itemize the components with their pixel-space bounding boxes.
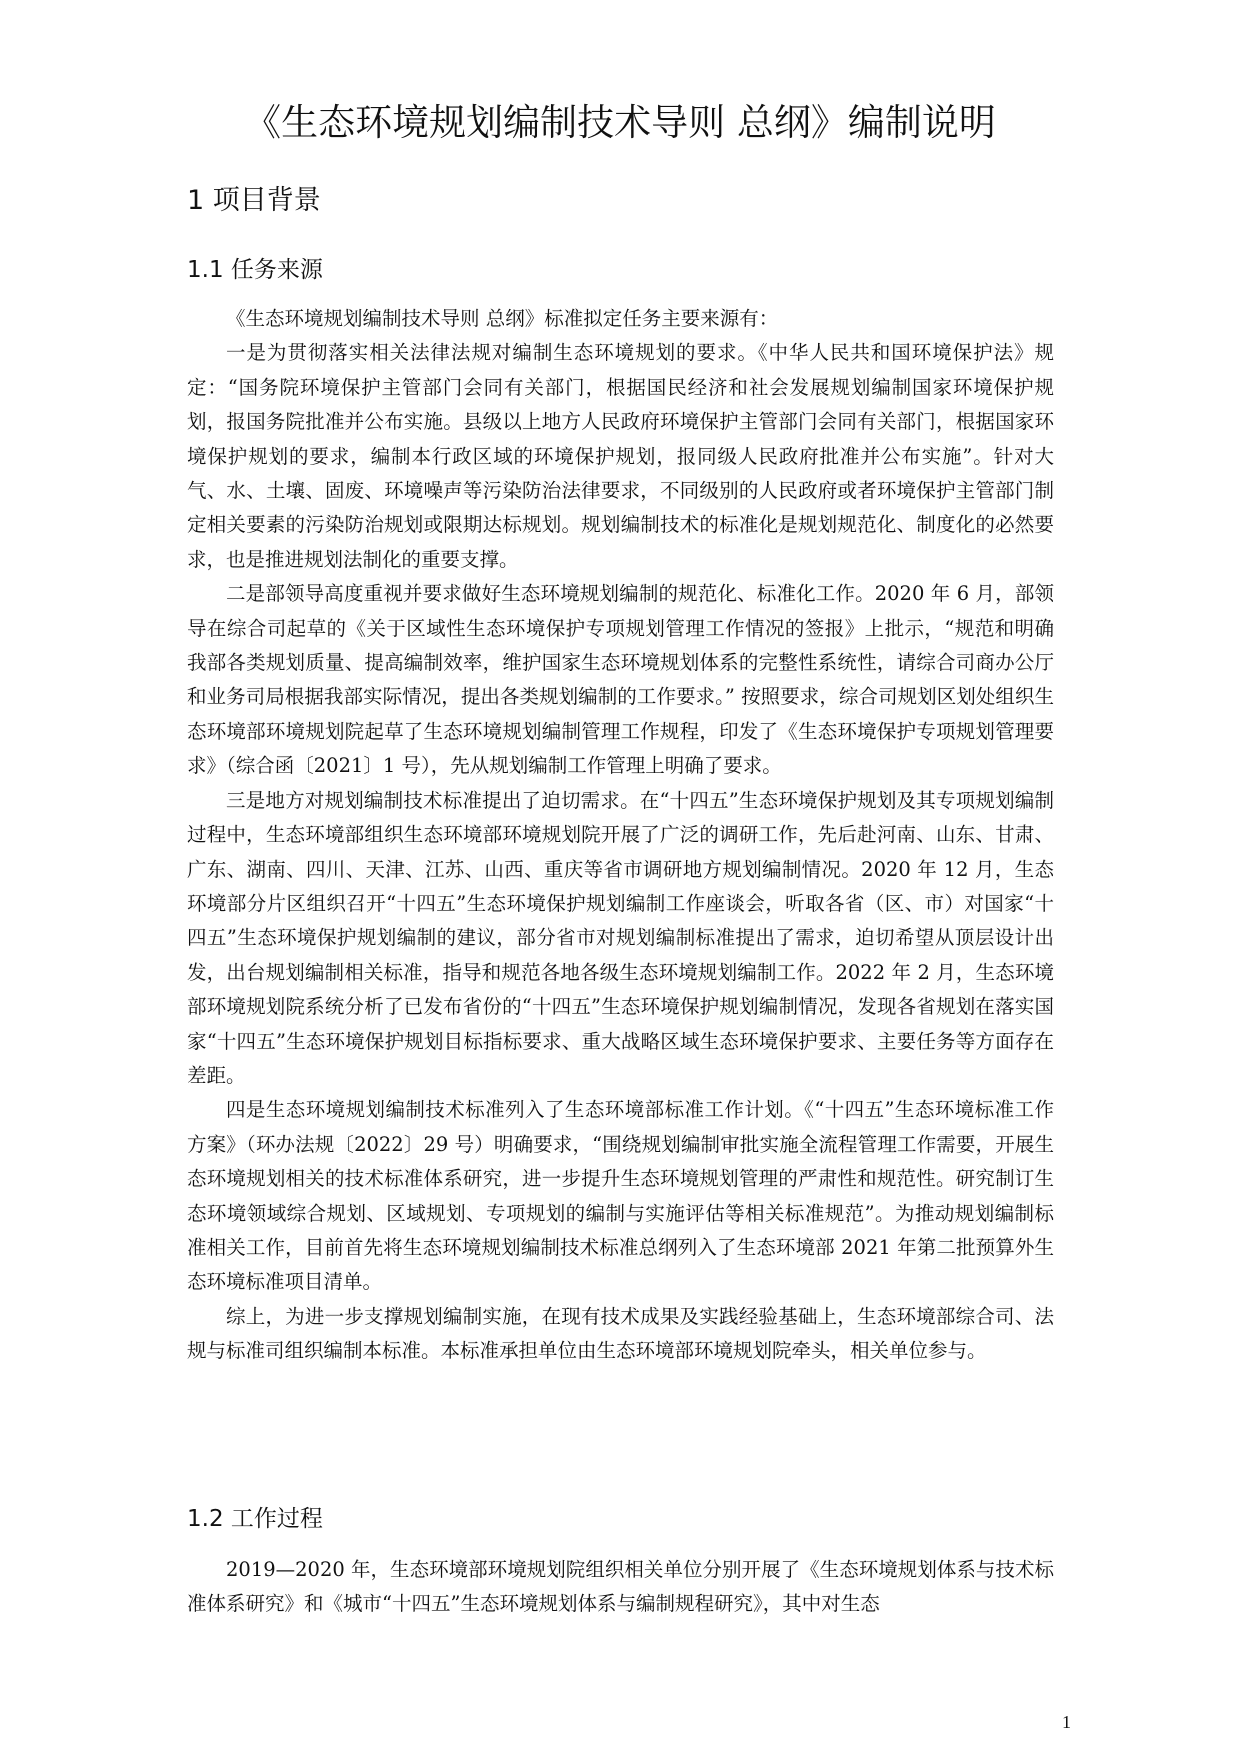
paragraph: 2019—2020 年，生态环境部环境规划院组织相关单位分别开展了《生态环境规划体系与技术标准体系研究》和《城市“十四五”生态环境规划体系与编制规程研究》，其中对生态 xyxy=(187,1558,1054,1616)
section-1-1-body xyxy=(187,302,1054,1369)
paragraph: 三是地方对规划编制技术标准提出了迫切需求。在“十四五”生态环境保护规划及其专项规划编制过程中，生态环境部组织生态环境部环境规划院开展了广泛的调研工作，先后赴河南、山东、甘肃、广东、湖南、四川、天津、江苏、山西、重庆等省市调研地方规划编制情况。2020 年 12 月，生态环境部分片区组织召开“十四五”生态环境保护规划编制工作座谈会，听取各省（区、市）对国家“十四五”生态环境保护规划编制的建议，部分省市对规划编制标准提出了需求，迫切希望从顶层设计出发，出台规划编制相关标准，指导和规范各地各级生态环境规划编制工作。2022 年 2 月，生态环境部环境规划院系统分析了已发布省份的“十四五”生态环境保护规划编制情况，发现各省规划在落实国家“十四五”生态环境保护规划目标指标要求、重大战略区域生态环境保护要求、主要任务等方面存在差距。 xyxy=(187,788,1054,1087)
section-heading-1: 1 项目背景 xyxy=(187,185,321,216)
paragraph: 《生态环境规划编制技术导则 总纲》标准拟定任务主要来源有： xyxy=(226,307,779,330)
section-1-2-body xyxy=(187,1553,1054,1622)
paragraph: 二是部领导高度重视并要求做好生态环境规划编制的规范化、标准化工作。2020 年 6 月，部领导在综合司起草的《关于区域性生态环境保护专项规划管理工作情况的签报》上批示，“规范和明确我部各类规划质量、提高编制效率，维护国家生态环境规划体系的完整性系统性，请综合司商办公厅和业务司局根据我部实际情况，提出各类规划编制的工作要求。” 按照要求，综合司规划区划处组织生态环境部环境规划院起草了生态环境规划编制管理工作规程，印发了《生态环境保护专项规划管理要求》（综合函〔2021〕1 号），先从规划编制工作管理上明确了要求。 xyxy=(187,582,1054,778)
section-heading-1-1: 1.1 任务来源 xyxy=(187,257,323,283)
paragraph: 综上，为进一步支撑规划编制实施，在现有技术成果及实践经验基础上，生态环境部综合司、法规与标准司组织编制本标准。本标准承担单位由生态环境部环境规划院牵头，相关单位参与。 xyxy=(187,1304,1054,1363)
page-number: 1 xyxy=(1062,1712,1071,1732)
document-title: 《生态环境规划编制技术导则 总纲》编制说明 xyxy=(244,101,996,144)
paragraph: 一是为贯彻落实相关法律法规对编制生态环境规划的要求。《中华人民共和国环境保护法》规定：“国务院环境保护主管部门会同有关部门，根据国民经济和社会发展规划编制国家环境保护规划，报国务院批准并公布实施。县级以上地方人民政府环境保护主管部门会同有关部门，根据国家环境保护规划的要求，编制本行政区域的环境保护规划，报同级人民政府批准并公布实施”。针对大气、水、土壤、固废、环境噪声等污染防治法律要求，不同级别的人民政府或者环境保护主管部门制定相关要素的污染防治规划或限期达标规划。规划编制技术的标准化是规划规范化、制度化的必然要求，也是推进规划法制化的重要支撑。 xyxy=(187,341,1054,571)
section-heading-1-2: 1.2 工作过程 xyxy=(187,1506,323,1532)
paragraph: 四是生态环境规划编制技术标准列入了生态环境部标准工作计划。《“十四五”生态环境标准工作方案》（环办法规〔2022〕29 号）明确要求，“围绕规划编制审批实施全流程管理工作需要，开展生态环境规划相关的技术标准体系研究，进一步提升生态环境规划管理的严肃性和规范性。研究制订生态环境领域综合规划、区域规划、专项规划的编制与实施评估等相关标准规范”。为推动规划编制标准相关工作，目前首先将生态环境规划编制技术标准总纲列入了生态环境部 2021 年第二批预算外生态环境标准项目清单。 xyxy=(187,1098,1054,1294)
